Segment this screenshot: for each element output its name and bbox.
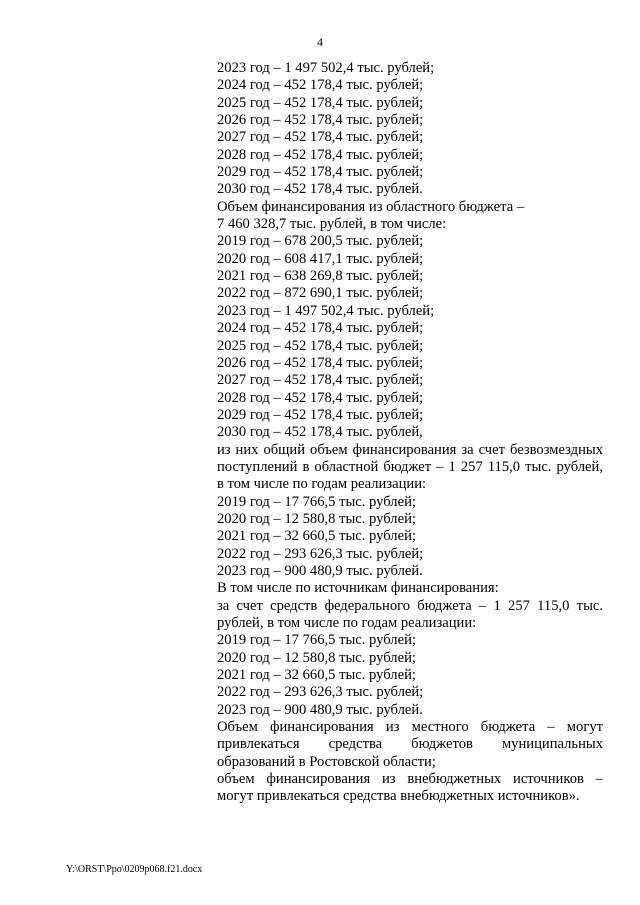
- text-line: 2023 год – 1 497 502,4 тыс. рублей;: [217, 60, 435, 76]
- text-line: 2030 год – 452 178,4 тыс. рублей,: [217, 424, 423, 441]
- text-line: Объем финансирования из местного бюджета – могут: [217, 719, 603, 736]
- text-line: за счет средств федерального бюджета – 1 257 115,0 тыс.: [217, 597, 603, 614]
- text-line: 2021 год – 638 269,8 тыс. рублей;: [217, 268, 424, 285]
- text-line: 2022 год – 293 626,3 тыс. рублей;: [217, 684, 424, 701]
- text-line: из них общий объем финансирования за счет безвозмездных: [217, 441, 603, 458]
- text-line: образований в Ростовской области;: [217, 753, 436, 770]
- text-line: рублей, в том числе по годам реализации:: [217, 615, 477, 631]
- text-line: 2021 год – 32 660,5 тыс. рублей;: [217, 667, 416, 684]
- text-line: 7 460 328,7 тыс. рублей, в том числе:: [217, 216, 447, 233]
- text-line: 2019 год – 17 766,5 тыс. рублей;: [217, 493, 416, 510]
- text-line: 2028 год – 452 178,4 тыс. рублей;: [217, 146, 424, 163]
- text-line: в том числе по годам реализации:: [217, 476, 427, 493]
- text-line: 2019 год – 678 200,5 тыс. рублей;: [217, 233, 424, 250]
- text-line: 2030 год – 452 178,4 тыс. рублей.: [217, 181, 423, 198]
- text-line: 2027 год – 452 178,4 тыс. рублей;: [217, 129, 424, 146]
- text-line: привлекаться средства бюджетов муниципальных: [217, 736, 603, 753]
- text-line: 2023 год – 900 480,9 тыс. рублей.: [217, 562, 423, 579]
- page-number: 4: [317, 35, 323, 49]
- text-line: 2020 год – 12 580,8 тыс. рублей;: [217, 649, 416, 666]
- text-line: 2028 год – 452 178,4 тыс. рублей;: [217, 389, 424, 406]
- text-line: 2022 год – 293 626,3 тыс. рублей;: [217, 545, 424, 562]
- text-line: объем финансирования из внебюджетных источников –: [217, 771, 603, 788]
- text-line: 2024 год – 452 178,4 тыс. рублей;: [217, 320, 424, 337]
- text-line: 2024 год – 452 178,4 тыс. рублей;: [217, 77, 424, 94]
- text-line: 2029 год – 452 178,4 тыс. рублей;: [217, 406, 424, 423]
- text-line: 2019 год – 17 766,5 тыс. рублей;: [217, 632, 416, 649]
- text-line: 2023 год – 1 497 502,4 тыс. рублей;: [217, 302, 435, 319]
- text-line: могут привлекаться средства внебюджетных источников».: [217, 788, 580, 805]
- text-line: 2025 год – 452 178,4 тыс. рублей;: [217, 337, 424, 354]
- footer-file-path: Y:\ORST\Ppo\0209p068.f21.docx: [66, 864, 203, 875]
- text-line: 2020 год – 608 417,1 тыс. рублей;: [217, 250, 424, 267]
- text-line: 2023 год – 900 480,9 тыс. рублей.: [217, 701, 423, 718]
- document-body: [217, 60, 603, 806]
- text-line: 2025 год – 452 178,4 тыс. рублей;: [217, 94, 424, 111]
- text-line: 2020 год – 12 580,8 тыс. рублей;: [217, 510, 416, 527]
- text-line: 2022 год – 872 690,1 тыс. рублей;: [217, 285, 424, 302]
- text-line: В том числе по источникам финансирования:: [217, 580, 499, 597]
- text-line: 2026 год – 452 178,4 тыс. рублей;: [217, 112, 424, 129]
- text-line: 2027 год – 452 178,4 тыс. рублей;: [217, 372, 424, 389]
- text-line: Объем финансирования из областного бюджета –: [217, 198, 525, 215]
- text-line: 2026 год – 452 178,4 тыс. рублей;: [217, 354, 424, 371]
- text-line: поступлений в областной бюджет – 1 257 115,0 тыс. рублей,: [217, 458, 603, 475]
- text-line: 2029 год – 452 178,4 тыс. рублей;: [217, 164, 424, 181]
- text-line: 2021 год – 32 660,5 тыс. рублей;: [217, 528, 416, 545]
